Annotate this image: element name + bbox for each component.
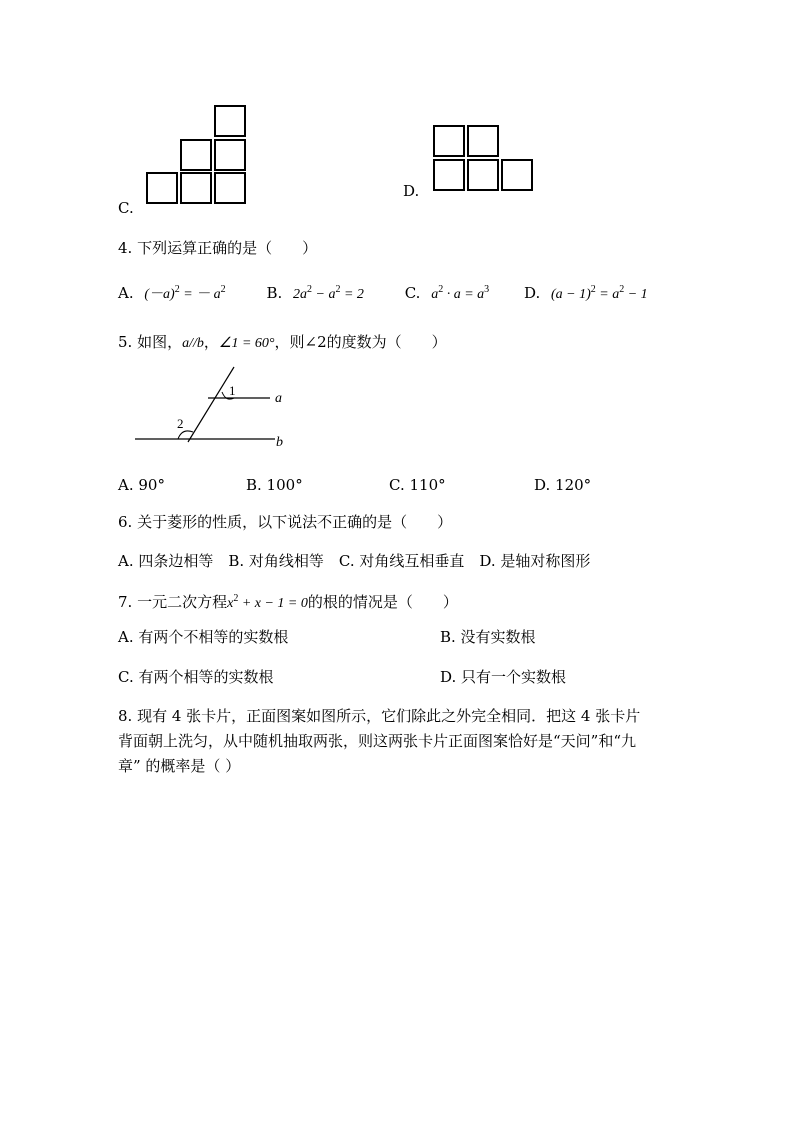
square [180, 172, 212, 204]
parallel-lines-figure [130, 362, 300, 454]
q5-stem: 5. 如图，a//b，∠1 = 60°，则∠2的度数为（ ） [118, 333, 447, 351]
q5-option-a: A. 90° [118, 476, 165, 494]
angle-1-label: 1 [229, 383, 236, 398]
square [433, 125, 465, 157]
figure-d [433, 125, 535, 193]
q4-a-expr: $(-a)^2$ = － $a^2$ [144, 284, 226, 302]
q4-b-label: B. [266, 284, 283, 302]
square [214, 105, 246, 137]
square [146, 172, 178, 204]
option-c-label: C. [118, 199, 134, 217]
line-b-label: b [276, 435, 283, 450]
q6-options: A. 四条边相等 B. 对角线相等 C. 对角线互相垂直 D. 是轴对称图形 [118, 552, 591, 570]
figure-c [146, 105, 248, 207]
q4-c-label: C. [404, 284, 421, 302]
q8-line-2: 背面朝上洗匀，从中随机抽取两张，则这两张卡片正面图案恰好是“天问”和“九 [118, 732, 637, 750]
angle-2-label: 2 [177, 416, 184, 431]
q4-d-label: D. [523, 284, 541, 302]
q5-option-d: D. 120° [534, 476, 592, 494]
q7-equation: $x^2 + x - 1 = 0$ [227, 593, 308, 611]
transversal [188, 367, 234, 442]
q6-stem: 6. 关于菱形的性质，以下说法不正确的是（ ） [118, 513, 453, 531]
q7-option-d: D. 只有一个实数根 [440, 668, 567, 686]
q7-option-c: C. 有两个相等的实数根 [118, 668, 274, 686]
q4-a-label: A. [118, 284, 134, 302]
q8-line-1: 8. 现有 4 张卡片，正面图案如图所示，它们除此之外完全相同．把这 4 张卡片 [118, 707, 641, 725]
square [467, 159, 499, 191]
q5-option-b: B. 100° [246, 476, 303, 494]
q5-option-c: C. 110° [389, 476, 446, 494]
square [180, 139, 212, 171]
square [433, 159, 465, 191]
q7-option-a: A. 有两个不相等的实数根 [118, 628, 289, 646]
q4-c-expr: $a^2 \cdot a = a^3$ [431, 284, 490, 302]
q8-line-3: 章” 的概率是（ ） [118, 757, 241, 775]
square [501, 159, 533, 191]
square [467, 125, 499, 157]
line-a-label: a [275, 391, 282, 406]
option-d-label: D. [403, 182, 420, 200]
q7-stem: 7. 一元二次方程$x^2 + x - 1 = 0$的根的情况是（ ） [118, 593, 458, 611]
q4-b-expr: $2a^2 - a^2 = 2$ [293, 284, 364, 302]
q4-stem: 4. 下列运算正确的是（ ） [118, 239, 318, 257]
q4-d-expr: $(a - 1)^2 = a^2 - 1$ [551, 284, 648, 302]
square [214, 172, 246, 204]
square [214, 139, 246, 171]
q7-option-b: B. 没有实数根 [440, 628, 536, 646]
q4-options [118, 283, 648, 303]
